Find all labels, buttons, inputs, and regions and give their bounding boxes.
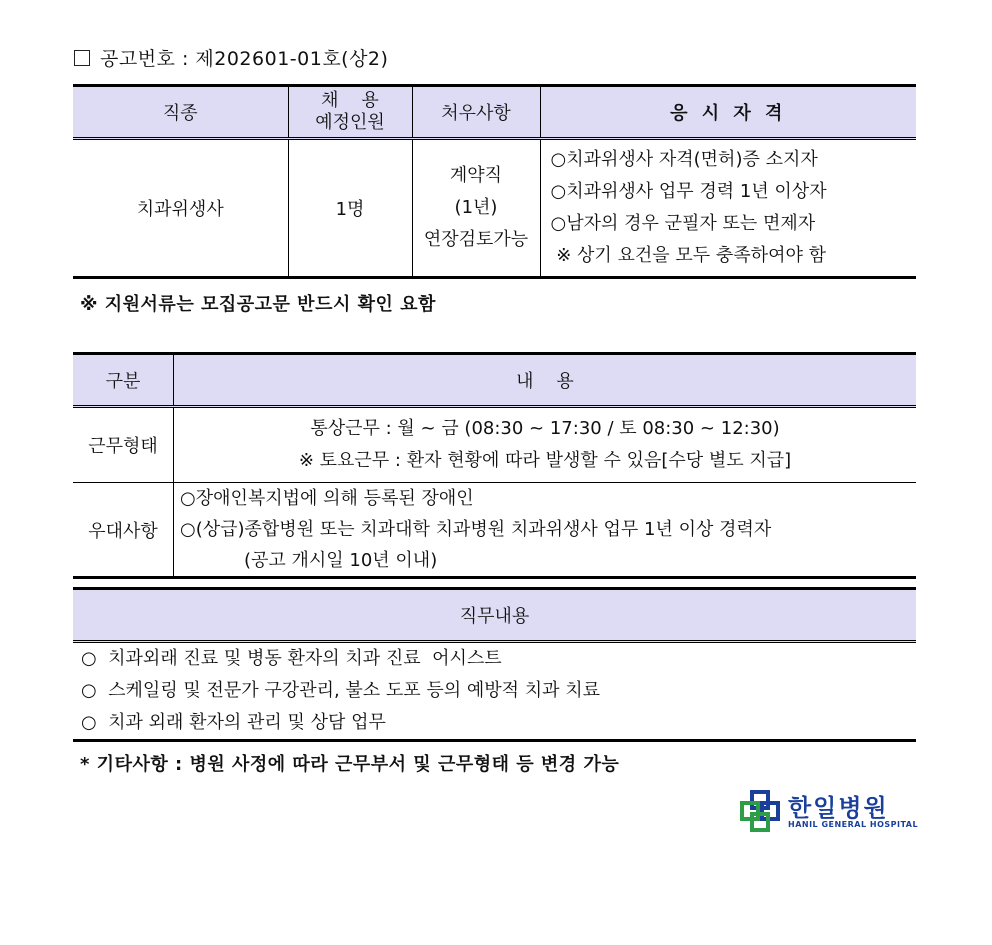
- preference-label: 우대사항: [88, 520, 158, 542]
- duty-item: ○ 치과 외래 환자의 관리 및 상담 업무: [81, 712, 386, 733]
- work-type-label: 근무형태: [73, 407, 174, 483]
- duty-item: ○ 스케일링 및 전문가 구강관리, 불소 도포 등의 예방적 치과 치료: [81, 680, 601, 701]
- conditions-table: [73, 352, 916, 579]
- hospital-logo: [740, 790, 920, 832]
- header-headcount: 채 용 예정인원: [288, 86, 412, 139]
- qualification-note: ※ 상기 요건을 모두 충족하여야 함: [550, 245, 826, 266]
- recruitment-header-row: [73, 86, 916, 139]
- qualification-item: ○치과위생사 업무 경력 1년 이상자: [550, 181, 827, 202]
- square-outline-icon: [74, 50, 90, 66]
- qualification-item: ○남자의 경우 군필자 또는 면제자: [550, 213, 816, 234]
- header-job: 직종: [73, 86, 288, 139]
- hospital-name: 한일병원: [788, 794, 889, 822]
- duty-item: ○ 치과외래 진료 및 병동 환자의 치과 진료 어시스트: [81, 648, 502, 669]
- conditions-header-row: [73, 354, 916, 407]
- job-title: 치과위생사: [136, 199, 224, 220]
- duties-row: [73, 642, 916, 741]
- qualification-item: ○치과위생사 자격(면허)증 소지자: [550, 149, 818, 170]
- other-note: * 기타사항 : 병원 사정에 따라 근무부서 및 근무형태 등 변경 가능: [80, 754, 620, 775]
- documents-note: ※ 지원서류는 모집공고문 반드시 확인 요함: [80, 294, 436, 315]
- qualifications-list: [540, 139, 916, 278]
- notice-number: [74, 44, 388, 71]
- duties-list: [73, 642, 916, 741]
- notice-label: 공고번호 : 제202601-01호(상2): [100, 48, 389, 70]
- header-category: 구분: [73, 354, 174, 407]
- headcount: 1명: [288, 139, 412, 278]
- header-qualifications: 응 시 자 격: [540, 86, 916, 139]
- preference-content: ○장애인복지법에 의해 등록된 장애인 ○(상급)종합병원 또는 치과대학 치과병원 치과위생사 업무 1년 이상 경력자 (공고 개시일 10년 이내): [174, 483, 917, 578]
- hospital-subtitle: HANIL GENERAL HOSPITAL: [788, 820, 919, 829]
- header-duties: 직무내용: [73, 589, 916, 642]
- recruitment-table: [73, 84, 916, 279]
- work-type-row: [73, 407, 916, 483]
- header-treatment: 처우사항: [412, 86, 540, 139]
- recruitment-row: [73, 139, 916, 278]
- hospital-cross-icon: [740, 790, 784, 832]
- work-type-content: 통상근무 : 월 ~ 금 (08:30 ~ 17:30 / 토 08:30 ~ 12:30) ※ 토요근무 : 환자 현황에 따라 발생할 수 있음[수당 별도 지급]: [174, 407, 917, 483]
- duties-table: [73, 587, 916, 742]
- duties-header-row: [73, 589, 916, 642]
- treatment: 계약직 (1년) 연장검토가능: [412, 139, 540, 278]
- header-content: 내 용: [174, 354, 917, 407]
- preference-row: [73, 483, 916, 578]
